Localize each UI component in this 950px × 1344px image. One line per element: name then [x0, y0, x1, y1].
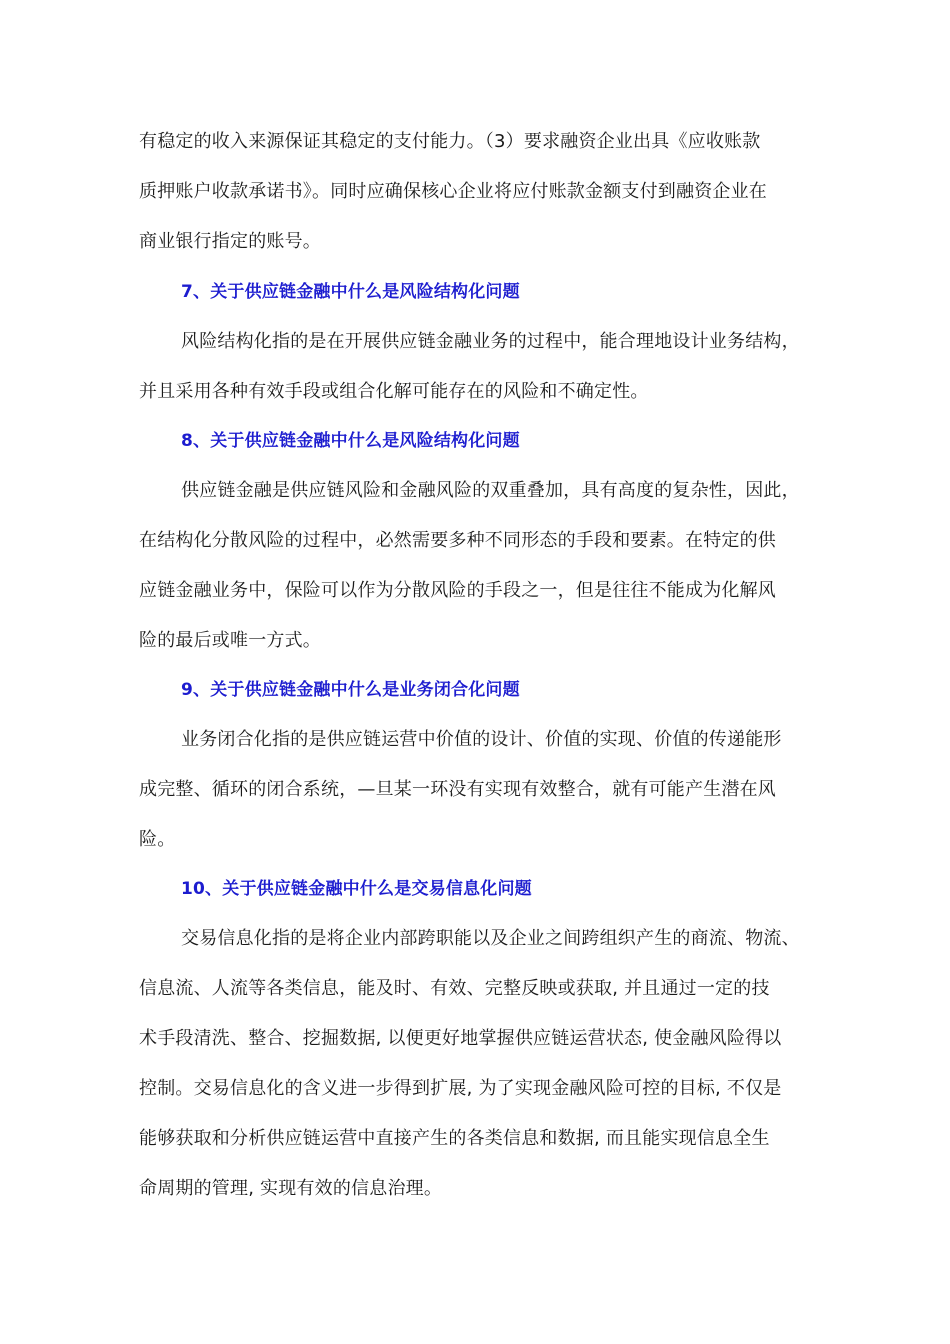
body-text-line: 险的最后或唯一方式。	[139, 630, 321, 651]
section-heading-8: 8、关于供应链金融中什么是风险结构化问题	[181, 431, 520, 451]
body-text-line: 应链金融业务中，保险可以作为分散风险的手段之一，但是往往不能成为化解风	[139, 580, 776, 601]
body-text-line: 险。	[139, 829, 176, 850]
body-text-line: 交易信息化指的是将企业内部跨职能以及企业之间跨组织产生的商流、物流、	[181, 928, 800, 949]
body-text-line: 有稳定的收入来源保证其稳定的支付能力。（3）要求融资企业出具《应收账款	[139, 131, 761, 152]
section-heading-9: 9、关于供应链金融中什么是业务闭合化问题	[181, 680, 520, 700]
body-text-line: 风险结构化指的是在开展供应链金融业务的过程中，能合理地设计业务结构，	[181, 331, 800, 352]
section-heading-7: 7、关于供应链金融中什么是风险结构化问题	[181, 282, 520, 302]
body-text-line: 并且采用各种有效手段或组合化解可能存在的风险和不确定性。	[139, 381, 649, 402]
body-text-line: 控制。交易信息化的含义进一步得到扩展, 为了实现金融风险可控的目标, 不仅是	[139, 1078, 782, 1099]
body-text-line: 供应链金融是供应链风险和金融风险的双重叠加，具有高度的复杂性，因此，	[181, 480, 800, 501]
body-text-line: 在结构化分散风险的过程中，必然需要多种不同形态的手段和要素。在特定的供	[139, 530, 776, 551]
body-text-line: 信息流、人流等各类信息，能及时、有效、完整反映或获取, 并且通过一定的技	[139, 978, 770, 999]
section-heading-10: 10、关于供应链金融中什么是交易信息化问题	[181, 879, 532, 899]
body-text-line: 术手段清洗、整合、挖掘数据, 以便更好地掌握供应链运营状态, 使金融风险得以	[139, 1028, 782, 1049]
body-text-line: 命周期的管理, 实现有效的信息治理。	[139, 1178, 443, 1199]
body-text-line: 商业银行指定的账号。	[139, 231, 321, 252]
body-text-line: 业务闭合化指的是供应链运营中价值的设计、价值的实现、价值的传递能形	[181, 729, 782, 750]
body-text-line: 成完整、循环的闭合系统，—旦某一环没有实现有效整合，就有可能产生潜在风	[139, 779, 776, 800]
body-text-line: 质押账户收款承诺书》。同时应确保核心企业将应付账款金额支付到融资企业在	[139, 181, 767, 202]
body-text-line: 能够获取和分析供应链运营中直接产生的各类信息和数据, 而且能实现信息全生	[139, 1128, 770, 1149]
